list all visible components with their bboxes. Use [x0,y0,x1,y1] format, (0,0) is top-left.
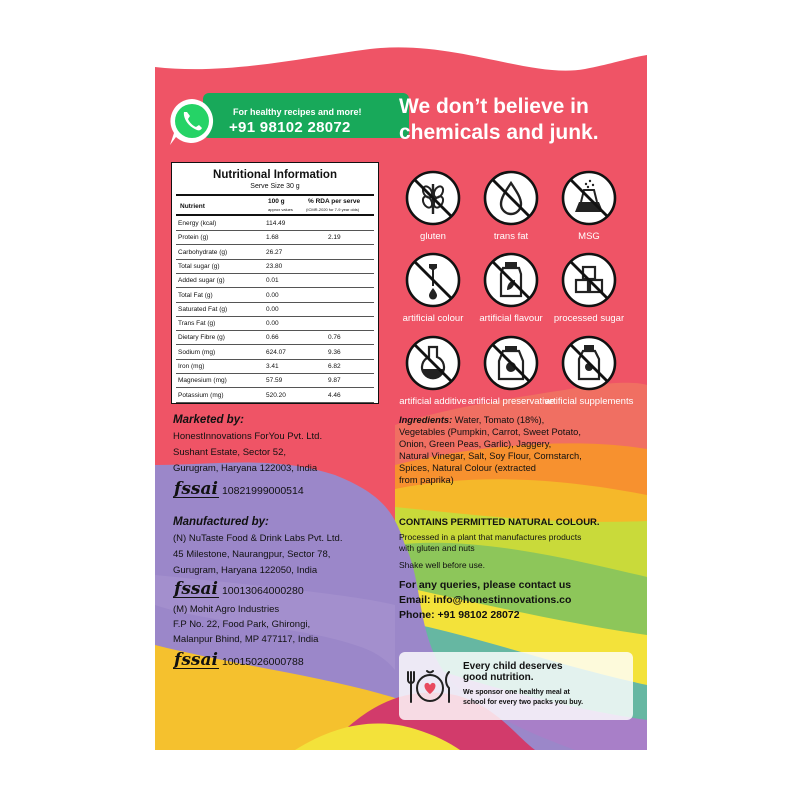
serve-size: Serve Size 30 g [250,183,300,190]
plant-note: with gluten and nuts [399,543,475,553]
per-100g-value: 624.07 [266,348,286,356]
no-artificial-colour-icon [403,250,463,310]
manufacturer-line: Gurugram, Haryana 122050, India [173,565,318,576]
nutrition-row [176,260,374,274]
marketed-line: HonestInnovations ForYou Pvt. Ltd. [173,431,323,442]
fssai-licence [173,581,304,598]
nutrition-row [176,246,374,260]
headline [399,94,644,146]
nutrition-row [176,289,374,303]
nutrient-name: Added sugar (g) [178,277,225,285]
rda-value: 4.46 [328,391,341,399]
ingredients-line: Spices, Natural Colour (extracted [399,463,536,473]
fssai-licence [173,481,304,498]
rda-value: 9.87 [328,377,341,385]
nutrition-divider [176,214,374,216]
manufacturer-line: Malanpur Bhind, MP 477117, India [173,634,319,645]
nutrient-name: Saturated Fat (g) [178,305,228,313]
nutrient-name: Iron (mg) [178,363,205,370]
nutrition-row [176,346,374,360]
per-100g-value: 0.01 [266,277,279,285]
free-from-label: artificial additive [399,396,467,407]
free-from-label: trans fat [493,231,529,242]
contact-email[interactable]: Email: info@honestinnovations.co [399,594,572,606]
shake-note: Shake well before use. [399,560,485,570]
per-100g-value: 23.80 [266,262,283,270]
promise-title-line: good nutrition. [463,672,534,683]
per-100g-value: 1.68 [266,234,279,242]
free-from-label: artificial preservative [467,396,555,407]
rda-value: 6.82 [328,363,341,370]
no-msg-icon [559,168,619,228]
contact-title: For any queries, please contact us [399,579,572,591]
nutrient-name: Protein (g) [178,234,209,242]
nutrition-row [176,317,374,331]
rda-value: 0.76 [328,334,341,342]
per-100g-value: 0.00 [266,320,279,328]
rda-value: 2.19 [328,234,341,242]
col-100g-sub: approx values [268,207,293,212]
col-rda: % RDA per serve [308,198,361,205]
whatsapp-phone[interactable]: +91 98102 28072 [229,119,351,136]
nutrition-row [176,231,374,245]
ingredients [399,414,639,486]
nutrition-row [176,374,374,388]
nutrient-name: Total sugar (g) [178,262,220,270]
nutrition-row [176,360,374,374]
no-processed-sugar-icon [559,250,619,310]
promise-title-line: Every child deserves [463,661,563,672]
headline-line: chemicals and junk. [399,121,599,144]
promise-card [399,652,633,720]
per-100g-value: 57.59 [266,377,283,385]
fssai-number: 10015026000788 [221,656,304,668]
free-from-label: MSG [578,231,600,242]
marketed-title: Marketed by: [173,414,244,426]
per-100g-value: 26.27 [266,248,283,256]
ingredients-line: Onion, Green Peas, Garlic), Jaggery, [399,439,552,449]
fssai-logo: fssai [174,579,218,599]
nutrition-row [176,331,374,345]
manufacturer-line: F.P No. 22, Food Park, Ghirongi, [173,619,311,630]
nutrient-name: Magnesium (mg) [178,377,227,385]
promise-title [463,661,563,683]
pack-back-panel [155,45,647,750]
no-gluten-icon [403,168,463,228]
no-artificial-supplements-icon [559,333,619,393]
promise-body-line: We sponsor one healthy meal at [463,689,570,696]
per-100g-value: 0.66 [266,334,279,342]
promise-body-line: school for every two packs you buy. [463,699,584,706]
per-100g-value: 114.49 [266,220,286,227]
no-artificial-preservative-icon [481,333,541,393]
manufactured-title: Manufactured by: [173,516,269,528]
plant-note: Processed in a plant that manufactures products [399,532,582,542]
manufacturer-line: (N) NuTaste Food & Drink Labs Pvt. Ltd. [173,533,343,544]
nutrition-row [176,274,374,288]
free-from-label: artificial flavour [479,313,543,324]
ingredients-label: Ingredients: [399,415,453,425]
per-100g-value: 0.00 [266,291,279,299]
col-100g: 100 g [268,198,285,205]
fssai-logo: fssai [174,650,218,670]
fssai-number: 10821999000514 [221,485,304,497]
plate-with-heart-icon [407,664,453,708]
no-artificial-flavour-icon [481,250,541,310]
nutrient-name: Energy (kcal) [178,220,217,227]
promise-body [463,688,583,708]
whatsapp-tagline: For healthy recipes and more! [233,107,362,117]
per-100g-value: 3.41 [266,363,279,370]
nutrient-name: Potassium (mg) [178,391,224,399]
nutrient-name: Sodium (mg) [178,348,216,356]
marketed-line: Gurugram, Haryana 122003, India [173,463,318,474]
nutrition-table [171,162,379,404]
ingredients-line: Water, Tomato (18%), [452,415,545,425]
free-from-label: artificial supplements [544,396,634,407]
nutrient-name: Trans Fat (g) [178,320,216,328]
fssai-number: 10013064000280 [221,585,304,597]
ingredients-line: Natural Vinegar, Salt, Soy Flour, Cornstarch, [399,451,582,461]
nutrition-title: Nutritional Information [213,169,337,181]
nutrient-name: Dietary Fibre (g) [178,334,225,342]
marketed-line: Sushant Estate, Sector 52, [173,447,287,458]
free-from-label: gluten [420,231,446,242]
nutrient-name: Carbohydrate (g) [178,248,228,256]
fssai-logo: fssai [174,479,218,499]
free-from-label: processed sugar [553,313,625,324]
whatsapp-icon [165,95,219,149]
nutrition-divider [176,194,374,196]
no-trans-fat-icon [481,168,541,228]
ingredients-line: from paprika) [399,475,454,485]
ingredients-line: Vegetables (Pumpkin, Carrot, Sweet Potato, [399,427,581,437]
free-from-label: artificial colour [402,313,464,324]
nutrition-row [176,217,374,231]
manufacturer-line: 45 Milestone, Naurangpur, Sector 78, [173,549,331,560]
nutrition-row [176,303,374,317]
colour-note: CONTAINS PERMITTED NATURAL COLOUR. [399,517,600,528]
per-100g-value: 0.00 [266,305,279,313]
no-artificial-additive-icon [403,333,463,393]
col-nutrient: Nutrient [180,203,205,210]
nutrient-name: Total Fat (g) [178,291,213,299]
contact-phone[interactable]: Phone: +91 98102 28072 [399,609,520,621]
manufacturer-line: (M) Mohit Agro Industries [173,604,280,615]
per-100g-value: 520.20 [266,391,286,399]
rda-value: 9.36 [328,348,341,356]
col-rda-sub: (ICMR-2020 for 7-9 year olds) [306,207,360,212]
nutrition-row [176,389,374,403]
fssai-licence [173,652,304,669]
headline-line: We don’t believe in [399,95,589,118]
